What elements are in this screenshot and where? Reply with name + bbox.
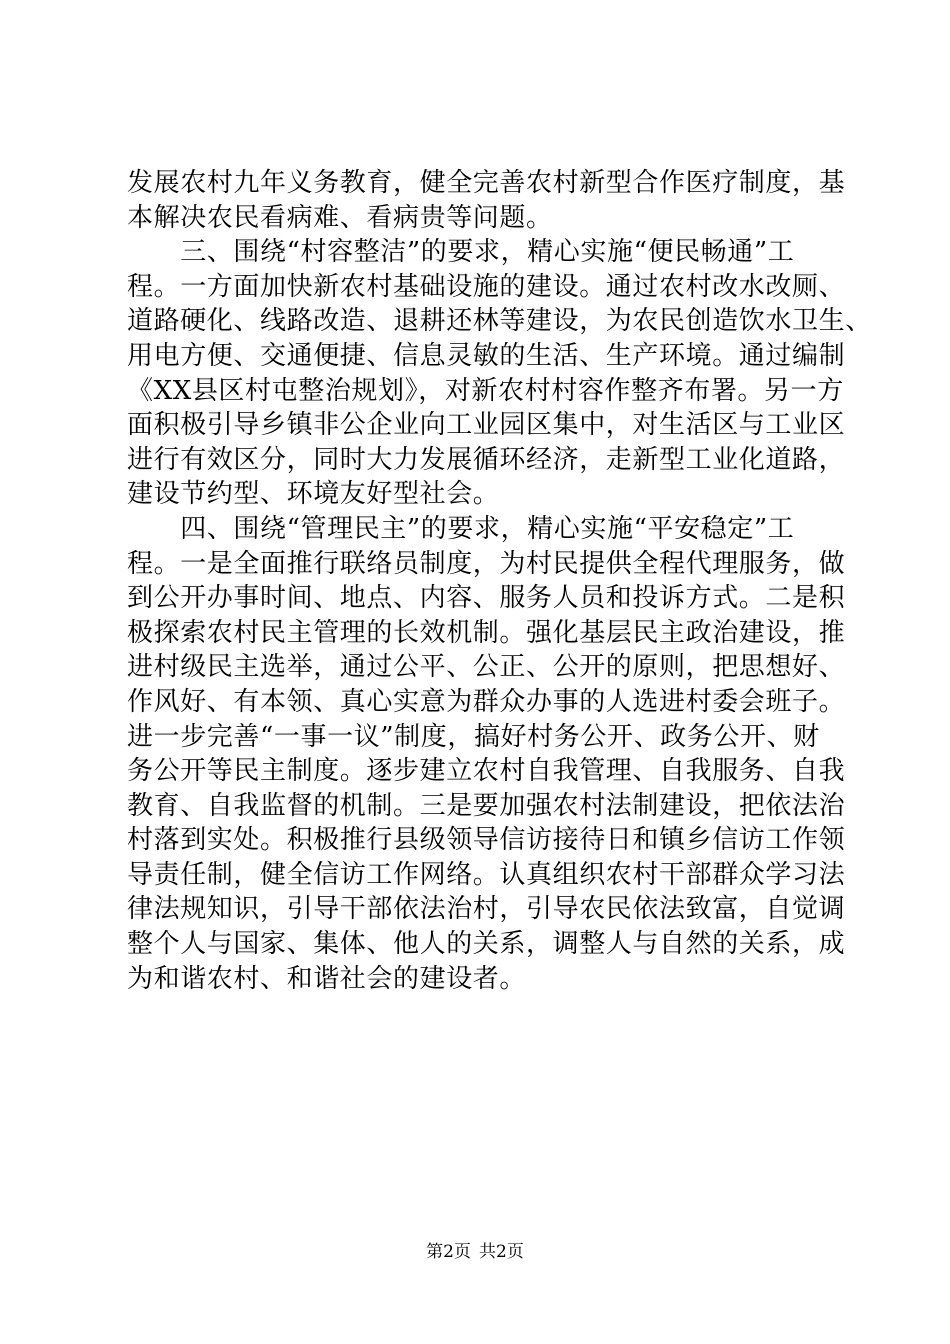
page-footer xyxy=(0,1241,950,1263)
text-line: 导责任制，健全信访工作网络。认真组织农村干部群众学习法 xyxy=(127,859,846,890)
text-line: 务公开等民主制度。逐步建立农村自我管理、自我服务、自我 xyxy=(127,756,846,787)
text-line: 极探索农村民主管理的长效机制。强化基层民主政治建设，推 xyxy=(127,617,846,648)
document-body xyxy=(127,166,872,996)
text-line: 建设节约型、环境友好型社会。 xyxy=(127,479,500,510)
text-line: 整个人与国家、集体、他人的关系，调整人与自然的关系，成 xyxy=(127,929,846,960)
text-line: 进行有效区分，同时大力发展循环经济，走新型工业化道路， xyxy=(127,444,846,475)
text-line: 程。一是全面推行联络员制度，为村民提供全程代理服务，做 xyxy=(127,548,846,579)
text-line: 进村级民主选举，通过公平、公正、公开的原则，把思想好、 xyxy=(127,652,846,683)
text-line: 面积极引导乡镇非公企业向工业园区集中，对生活区与工业区 xyxy=(127,410,846,441)
text-line: 用电方便、交通便捷、信息灵敏的生活、生产环境。通过编制 xyxy=(127,340,846,371)
page-number-total: 共2页 xyxy=(479,1242,524,1262)
text-line: 四、围绕“管理民主”的要求，精心实施“平安稳定”工 xyxy=(127,513,795,544)
text-line: 本解决农民看病难、看病贵等问题。 xyxy=(127,202,553,233)
page-number-current: 第2页 xyxy=(426,1242,471,1262)
text-line: 村落到实处。积极推行县级领导信访接待日和镇乡信访工作领 xyxy=(127,825,846,856)
text-line: 道路硬化、线路改造、退耕还林等建设，为农民创造饮水卫生、 xyxy=(127,306,872,337)
text-line: 教育、自我监督的机制。三是要加强农村法制建设，把依法治 xyxy=(127,790,846,821)
text-line: 律法规知识，引导干部依法治村，引导农民依法致富，自觉调 xyxy=(127,894,846,925)
text-line: 作风好、有本领、真心实意为群众办事的人选进村委会班子。 xyxy=(127,686,846,717)
text-line: 为和谐农村、和谐社会的建设者。 xyxy=(127,963,527,994)
text-line: 发展农村九年义务教育，健全完善农村新型合作医疗制度，基 xyxy=(127,168,846,198)
text-line: 三、围绕“村容整洁”的要求，精心实施“便民畅通”工 xyxy=(127,237,795,268)
text-line: 程。一方面加快新农村基础设施的建设。通过农村改水改厕、 xyxy=(127,271,846,302)
text-line: 到公开办事时间、地点、内容、服务人员和投诉方式。二是积 xyxy=(127,583,846,614)
text-line: 《XX县区村屯整治规划》，对新农村村容作整齐布署。另一方 xyxy=(127,375,844,406)
text-line: 进一步完善“一事一议”制度，搞好村务公开、政务公开、财 xyxy=(127,721,820,752)
